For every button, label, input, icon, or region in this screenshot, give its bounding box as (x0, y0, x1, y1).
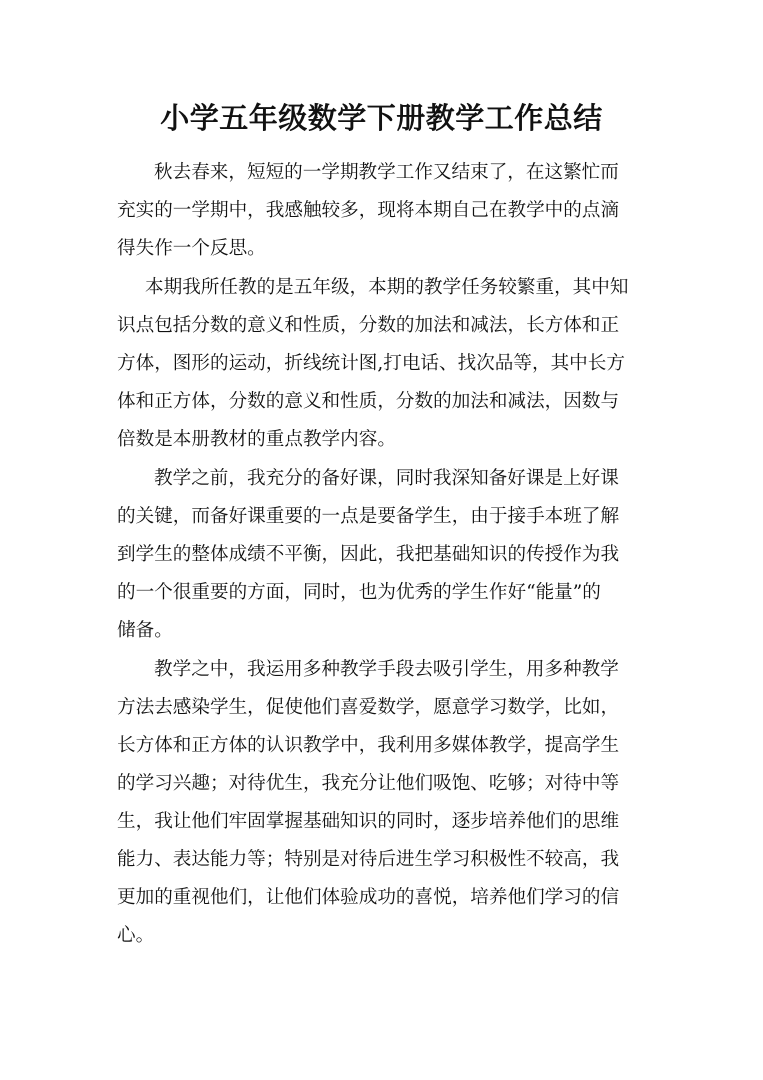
paragraph-line: 储备。 (117, 620, 173, 641)
document-body (117, 154, 647, 956)
paragraph-2 (117, 269, 647, 459)
paragraph-line: 心。 (117, 925, 155, 946)
paragraph-1 (117, 154, 647, 268)
paragraph-line: 的学习兴趣；对待优生，我充分让他们吸饱、吃够；对待中等 (117, 773, 620, 794)
paragraph-line: 更加的重视他们，让他们体验成功的喜悦，培养他们学习的信 (117, 887, 620, 908)
paragraph-line: 的关键，而备好课重要的一点是要备学生，由于接手本班了解 (117, 506, 620, 527)
paragraph-line: 得失作一个反思。 (117, 238, 266, 259)
paragraph-line: 识点包括分数的意义和性质，分数的加法和减法，长方体和正 (117, 315, 620, 336)
paragraph-3 (117, 460, 647, 650)
paragraph-line: 方法去感染学生，促使他们喜爱数学，愿意学习数学，比如， (117, 697, 620, 718)
paragraph-line: 的一个很重要的方面，同时，也为优秀的学生作好“能量”的 (117, 582, 601, 603)
paragraph-line: 充实的一学期中，我感触较多，现将本期自己在教学中的点滴 (117, 200, 620, 221)
paragraph-line: 教学之中，我运用多种教学手段去吸引学生，用多种教学 (154, 659, 619, 680)
paragraph-line: 长方体和正方体的认识教学中，我利用多媒体教学，提高学生 (117, 735, 620, 756)
paragraph-line: 体和正方体，分数的意义和性质，分数的加法和减法，因数与 (117, 391, 620, 412)
paragraph-line: 教学之前，我充分的备好课，同时我深知备好课是上好课 (154, 468, 619, 489)
paragraph-line: 倍数是本册教材的重点教学内容。 (117, 429, 396, 450)
paragraph-line: 本期我所任教的是五年级，本期的教学任务较繁重，其中知 (145, 277, 629, 298)
paragraph-line: 能力、表达能力等；特别是对待后进生学习积极性不较高，我 (117, 849, 620, 870)
paragraph-line: 方体，图形的运动，折线统计图,打电话、找次品等，其中长方 (117, 353, 625, 374)
document-title: 小学五年级数学下册教学工作总结 (160, 101, 603, 135)
paragraph-4 (117, 651, 647, 955)
paragraph-line: 生，我让他们牢固掌握基础知识的同时，逐步培养他们的思维 (117, 811, 620, 832)
paragraph-line: 秋去春来，短短的一学期教学工作又结束了，在这繁忙而 (154, 162, 619, 183)
paragraph-line: 到学生的整体成绩不平衡，因此，我把基础知识的传授作为我 (117, 544, 620, 565)
